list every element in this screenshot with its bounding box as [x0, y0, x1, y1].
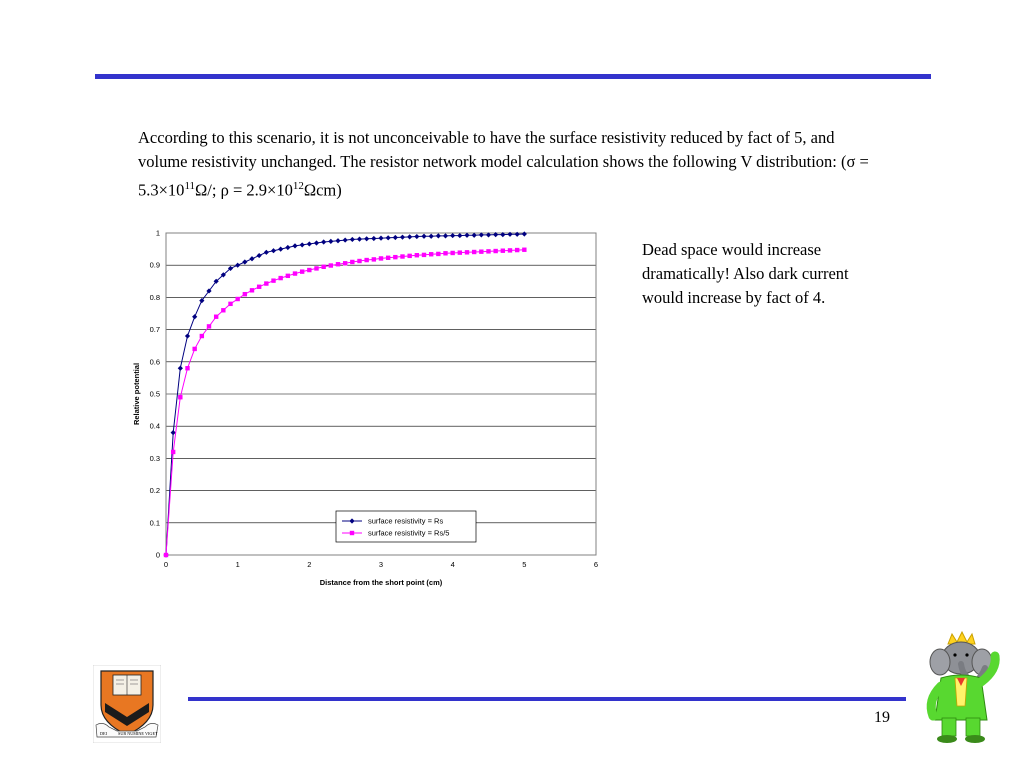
x-axis-title: Distance from the short point (cm)	[319, 578, 443, 587]
series-point	[329, 263, 333, 267]
series-point	[343, 237, 348, 242]
series-point	[501, 249, 505, 253]
series-point	[458, 250, 462, 254]
page-number: 19	[874, 709, 890, 726]
series-point	[228, 302, 232, 306]
y-tick-label: 0.4	[149, 421, 160, 431]
logo-motto-center: SUB NUMINE	[118, 731, 144, 736]
princeton-shield-logo	[93, 665, 161, 743]
series-point	[414, 234, 419, 239]
series-point	[386, 256, 390, 260]
series-point	[321, 239, 326, 244]
series-point	[278, 276, 282, 280]
x-tick-labels	[164, 560, 598, 569]
series-point	[257, 285, 261, 289]
y-tick-label: 0.8	[149, 292, 160, 302]
bottom-divider-rule	[188, 697, 906, 701]
x-tick-label: 4	[450, 560, 455, 569]
series-point	[364, 236, 369, 241]
intro-text	[138, 126, 878, 203]
series-point	[200, 334, 204, 338]
series-point	[264, 281, 268, 285]
series-point	[350, 260, 354, 264]
series-point	[436, 233, 441, 238]
rho-unit: Ωcm)	[303, 180, 342, 200]
series-point	[214, 315, 218, 319]
series-point	[407, 254, 411, 258]
series-point	[443, 233, 448, 238]
series-point	[465, 250, 469, 254]
series-point	[164, 553, 168, 557]
series-point	[293, 271, 297, 275]
series-point	[336, 262, 340, 266]
chart-legend	[336, 511, 476, 542]
series-point	[422, 253, 426, 257]
potential-distribution-chart	[125, 222, 615, 594]
series-point	[508, 248, 512, 252]
series-point	[472, 250, 476, 254]
series-point	[278, 247, 283, 252]
series-point	[378, 236, 383, 241]
series-point	[242, 259, 247, 264]
sigma-symbol: σ	[846, 152, 856, 171]
series-point	[429, 252, 433, 256]
chart-gridlines	[166, 233, 596, 555]
series-line	[166, 250, 524, 555]
series-point	[522, 248, 526, 252]
series-point	[400, 254, 404, 258]
series-point	[292, 243, 297, 248]
series-point	[357, 259, 361, 263]
series-point	[407, 234, 412, 239]
series-point	[257, 253, 262, 258]
series-point	[515, 232, 520, 237]
series-point	[335, 238, 340, 243]
series-point	[386, 235, 391, 240]
sigma-unit: Ω/	[195, 180, 212, 200]
y-tick-label: 0.5	[149, 389, 160, 399]
series-point	[357, 237, 362, 242]
sigma-equation: = 5.3×10	[138, 152, 869, 200]
x-tick-label: 3	[378, 560, 384, 569]
top-divider-rule	[95, 74, 931, 79]
formula-separator: ;	[211, 180, 221, 200]
series-point	[243, 292, 247, 296]
series-point	[372, 257, 376, 261]
legend-entry-label: surface resistivity = Rs/5	[368, 528, 450, 538]
series-point	[178, 366, 183, 371]
side-note: Dead space would increase dramatically! Also dark current would increase by fact of 4.	[642, 240, 849, 307]
logo-motto-right: VIGET	[145, 731, 158, 736]
series-point	[393, 235, 398, 240]
y-axis-title: Relative potential	[132, 362, 141, 426]
series-point	[457, 233, 462, 238]
y-tick-label: 0.9	[149, 260, 160, 270]
x-tick-label: 1	[235, 560, 240, 569]
series-point	[436, 252, 440, 256]
series-point	[192, 347, 196, 351]
series-point	[207, 324, 211, 328]
y-tick-label: 0.3	[149, 453, 160, 463]
series-point	[271, 248, 276, 253]
series-point	[522, 231, 527, 236]
series-point	[450, 251, 454, 255]
x-tick-label: 6	[593, 560, 599, 569]
series-point	[371, 236, 376, 241]
series-point	[421, 234, 426, 239]
series-point	[479, 249, 483, 253]
series-point	[307, 268, 311, 272]
series-point	[285, 245, 290, 250]
rho-equation: = 2.9×10	[228, 180, 293, 200]
y-tick-label: 0.1	[149, 518, 160, 528]
sigma-exponent: 11	[184, 180, 196, 192]
series-point	[450, 233, 455, 238]
chart-series	[163, 231, 527, 557]
series-point	[300, 269, 304, 273]
series-point	[350, 237, 355, 242]
rho-symbol: ρ	[220, 180, 229, 200]
y-tick-label: 0	[155, 550, 160, 560]
series-point	[250, 288, 254, 292]
series-point	[493, 249, 497, 253]
rho-exponent: 12	[292, 180, 304, 192]
y-tick-label: 0.7	[149, 325, 160, 335]
series-point	[286, 274, 290, 278]
legend-entry-label: surface resistivity = Rs	[368, 516, 444, 526]
series-point	[343, 261, 347, 265]
x-tick-label: 2	[307, 560, 312, 569]
series-point	[393, 255, 397, 259]
series-point	[235, 297, 239, 301]
elephant-king-mascot	[915, 630, 1010, 745]
y-tick-label: 1	[155, 228, 160, 238]
series-point	[307, 241, 312, 246]
series-line	[166, 234, 524, 555]
logo-motto-left: DEI	[100, 731, 107, 736]
series-point	[321, 265, 325, 269]
series-point	[249, 256, 254, 261]
series-point	[415, 253, 419, 257]
series-point	[328, 239, 333, 244]
series-point	[271, 278, 275, 282]
series-point	[400, 235, 405, 240]
x-tick-label: 5	[522, 560, 527, 569]
series-point	[314, 266, 318, 270]
legend-swatch-marker	[350, 531, 354, 535]
series-point	[515, 248, 519, 252]
series-point	[364, 258, 368, 262]
y-tick-label: 0.2	[149, 486, 160, 496]
y-tick-label: 0.6	[149, 357, 160, 367]
series-point	[429, 234, 434, 239]
series-point	[507, 232, 512, 237]
series-point	[185, 366, 189, 370]
series-point	[443, 251, 447, 255]
series-point	[486, 249, 490, 253]
y-tick-labels	[150, 229, 160, 560]
series-point	[192, 314, 197, 319]
series-point	[178, 395, 182, 399]
series-point	[235, 263, 240, 268]
series-point	[221, 308, 225, 312]
series-point	[264, 250, 269, 255]
series-point	[171, 450, 175, 454]
intro-main: According to this scenario, it is not unconceivable to have the surface resistivity reduced by fact of 5, and volume resistivity unchanged. The resistor network model calculation shows the following V distribution: (	[138, 128, 847, 171]
series-point	[314, 240, 319, 245]
x-tick-label: 0	[163, 560, 169, 569]
series-point	[379, 256, 383, 260]
series-point	[300, 242, 305, 247]
series-point	[185, 333, 190, 338]
